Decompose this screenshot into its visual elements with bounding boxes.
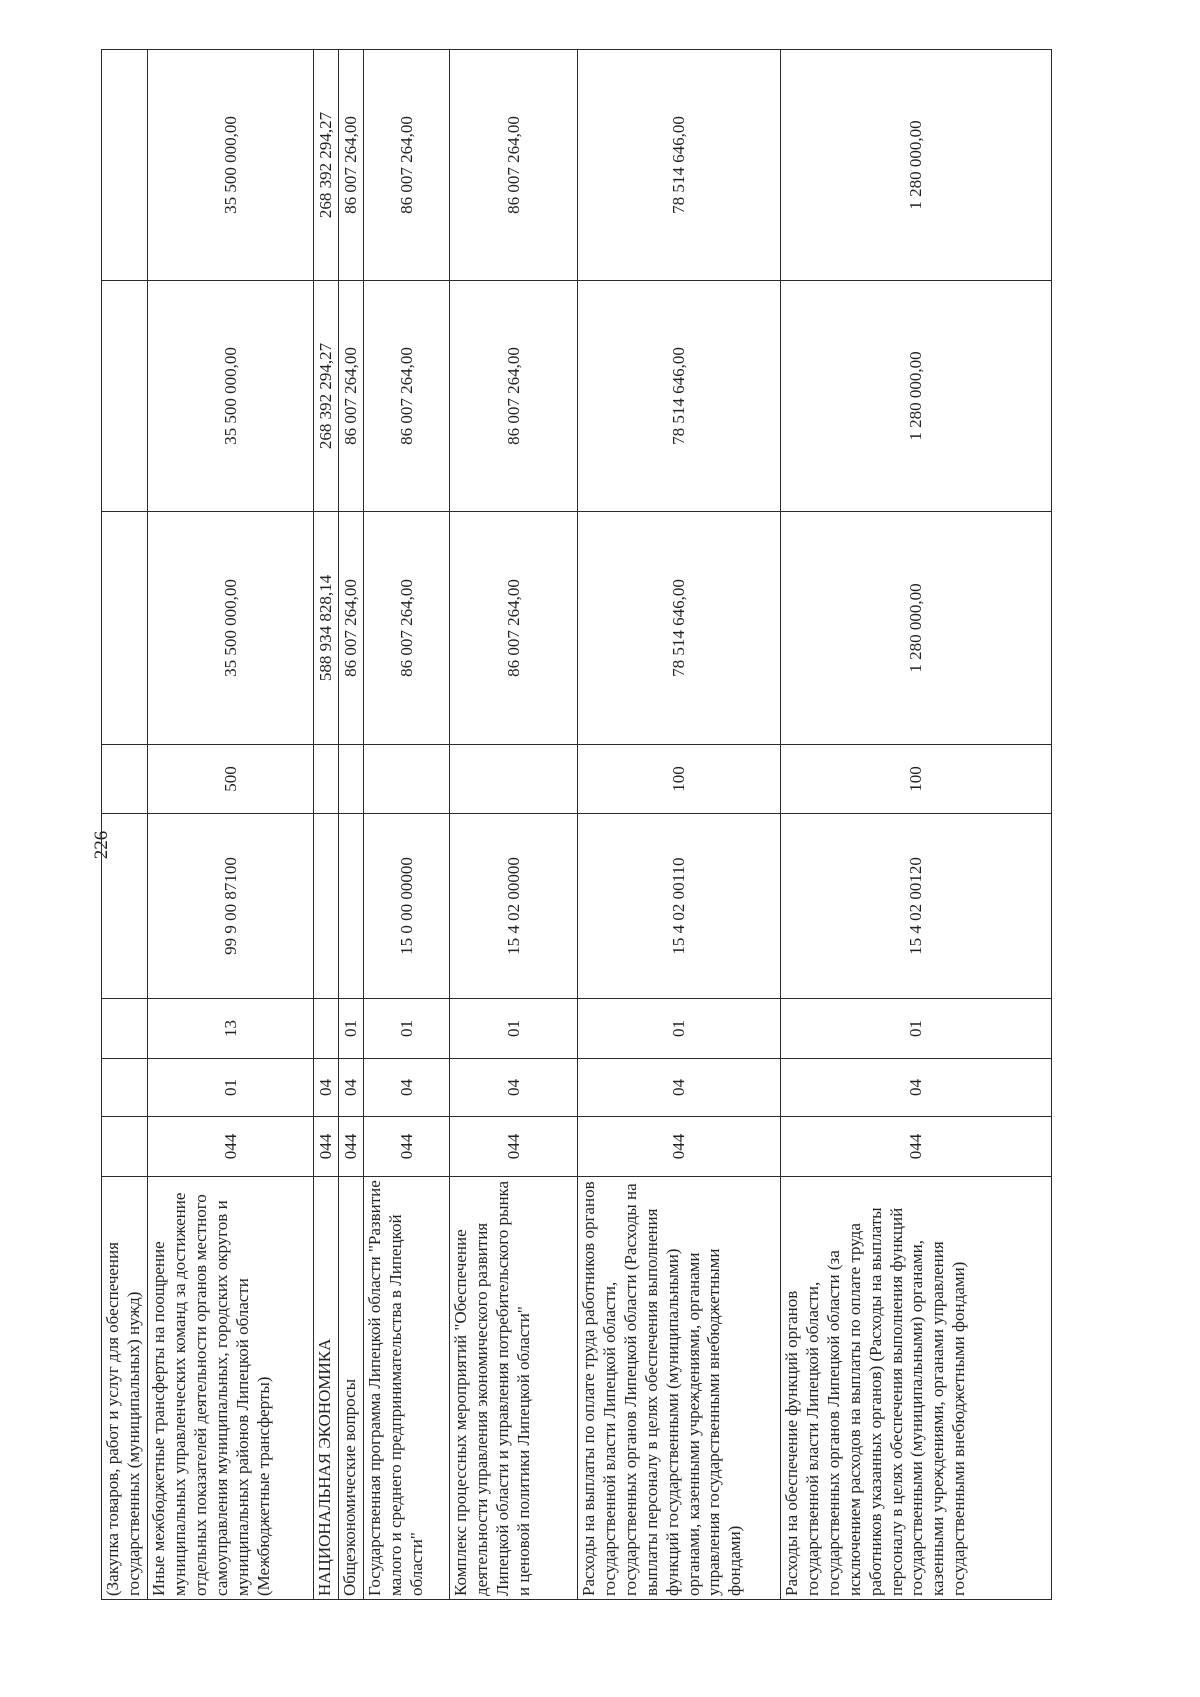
amount-year-1: 78 514 646,00 bbox=[578, 512, 781, 745]
grbs-code: 044 bbox=[781, 1117, 1052, 1177]
amount-year-3 bbox=[102, 50, 148, 281]
subsection-code: 01 bbox=[364, 999, 450, 1059]
amount-year-3: 78 514 646,00 bbox=[578, 50, 781, 281]
target-article-code: 99 9 00 87100 bbox=[148, 814, 314, 999]
expense-type-code: 100 bbox=[578, 745, 781, 814]
target-article-code bbox=[339, 814, 364, 999]
section-code: 04 bbox=[339, 1059, 364, 1117]
amount-year-1 bbox=[102, 512, 148, 745]
expense-type-code bbox=[450, 745, 578, 814]
amount-year-3: 86 007 264,00 bbox=[450, 50, 578, 281]
row-description: Комплекс процессных мероприятий "Обеспечение деятельности управления экономического развития Липецкой области и управления потребительского рынка и ценовой политики Липецкой области" bbox=[450, 1177, 578, 1600]
expense-type-code bbox=[339, 745, 364, 814]
amount-year-2: 86 007 264,00 bbox=[339, 281, 364, 512]
subsection-code: 01 bbox=[339, 999, 364, 1059]
grbs-code: 044 bbox=[450, 1117, 578, 1177]
row-description: (Закупка товаров, работ и услуг для обеспечения государственных (муниципальных) нужд) bbox=[102, 1177, 148, 1600]
table-row bbox=[102, 50, 148, 1600]
table-row bbox=[314, 50, 339, 1600]
section-code: 01 bbox=[148, 1059, 314, 1117]
amount-year-2: 86 007 264,00 bbox=[364, 281, 450, 512]
row-description: НАЦИОНАЛЬНАЯ ЭКОНОМИКА bbox=[314, 1177, 339, 1600]
grbs-code: 044 bbox=[148, 1117, 314, 1177]
budget-table bbox=[101, 49, 1052, 1600]
amount-year-1: 86 007 264,00 bbox=[339, 512, 364, 745]
amount-year-1: 86 007 264,00 bbox=[450, 512, 578, 745]
section-code: 04 bbox=[578, 1059, 781, 1117]
amount-year-2: 78 514 646,00 bbox=[578, 281, 781, 512]
expense-type-code bbox=[364, 745, 450, 814]
subsection-code bbox=[102, 999, 148, 1059]
grbs-code: 044 bbox=[364, 1117, 450, 1177]
expense-type-code: 500 bbox=[148, 745, 314, 814]
amount-year-3: 268 392 294,27 bbox=[314, 50, 339, 281]
target-article-code bbox=[314, 814, 339, 999]
subsection-code: 13 bbox=[148, 999, 314, 1059]
subsection-code bbox=[314, 999, 339, 1059]
row-description: Расходы на обеспечение функций органов государственной власти Липецкой области, государственных органов Липецкой области (за исключением расходов на выплаты по оплате труда работников указанных органов) (Расходы на выплаты персоналу в целях обеспечения выполнения функций государственными (муниципальными) органами, казенными учреждениями, органами управления государственными внебюджетными фондами) bbox=[781, 1177, 1052, 1600]
table-row bbox=[578, 50, 781, 1600]
section-code: 04 bbox=[781, 1059, 1052, 1117]
amount-year-3: 86 007 264,00 bbox=[364, 50, 450, 281]
section-code bbox=[102, 1059, 148, 1117]
expense-type-code bbox=[102, 745, 148, 814]
table-row bbox=[781, 50, 1052, 1600]
section-code: 04 bbox=[450, 1059, 578, 1117]
expense-type-code bbox=[314, 745, 339, 814]
amount-year-1: 588 934 828,14 bbox=[314, 512, 339, 745]
amount-year-3: 1 280 000,00 bbox=[781, 50, 1052, 281]
amount-year-2: 1 280 000,00 bbox=[781, 281, 1052, 512]
table-row bbox=[339, 50, 364, 1600]
target-article-code: 15 4 02 00120 bbox=[781, 814, 1052, 999]
amount-year-2: 35 500 000,00 bbox=[148, 281, 314, 512]
subsection-code: 01 bbox=[578, 999, 781, 1059]
section-code: 04 bbox=[364, 1059, 450, 1117]
row-description: Общеэкономические вопросы bbox=[339, 1177, 364, 1600]
page-number: 226 bbox=[91, 830, 112, 860]
row-description: Государственная программа Липецкой области "Развитие малого и среднего предпринимательства в Липецкой области" bbox=[364, 1177, 450, 1600]
amount-year-3: 86 007 264,00 bbox=[339, 50, 364, 281]
target-article-code: 15 4 02 00000 bbox=[450, 814, 578, 999]
amount-year-1: 35 500 000,00 bbox=[148, 512, 314, 745]
table-row bbox=[450, 50, 578, 1600]
target-article-code: 15 0 00 00000 bbox=[364, 814, 450, 999]
row-description: Иные межбюджетные трансферты на поощрение муниципальных управленческих команд за достижение отдельных показателей деятельности органов местного самоуправления муниципальных, городских округов и муниципальных районов Липецкой области (Межбюджетные трансферты) bbox=[148, 1177, 314, 1600]
section-code: 04 bbox=[314, 1059, 339, 1117]
grbs-code bbox=[102, 1117, 148, 1177]
subsection-code: 01 bbox=[781, 999, 1052, 1059]
expense-type-code: 100 bbox=[781, 745, 1052, 814]
amount-year-2: 268 392 294,27 bbox=[314, 281, 339, 512]
amount-year-2: 86 007 264,00 bbox=[450, 281, 578, 512]
amount-year-1: 1 280 000,00 bbox=[781, 512, 1052, 745]
rotated-table-wrapper bbox=[101, 50, 1051, 1600]
amount-year-3: 35 500 000,00 bbox=[148, 50, 314, 281]
target-article-code: 15 4 02 00110 bbox=[578, 814, 781, 999]
grbs-code: 044 bbox=[578, 1117, 781, 1177]
grbs-code: 044 bbox=[314, 1117, 339, 1177]
row-description: Расходы на выплаты по оплате труда работников органов государственной власти Липецкой области, государственных органов Липецкой области (Расходы на выплаты персоналу в целях обеспечения выполнения функций государственными (муниципальными) органами, казенными учреждениями, органами управления государственными внебюджетными фондами) bbox=[578, 1177, 781, 1600]
amount-year-1: 86 007 264,00 bbox=[364, 512, 450, 745]
table-row bbox=[148, 50, 314, 1600]
table-row bbox=[364, 50, 450, 1600]
target-article-code bbox=[102, 814, 148, 999]
grbs-code: 044 bbox=[339, 1117, 364, 1177]
amount-year-2 bbox=[102, 281, 148, 512]
subsection-code: 01 bbox=[450, 999, 578, 1059]
